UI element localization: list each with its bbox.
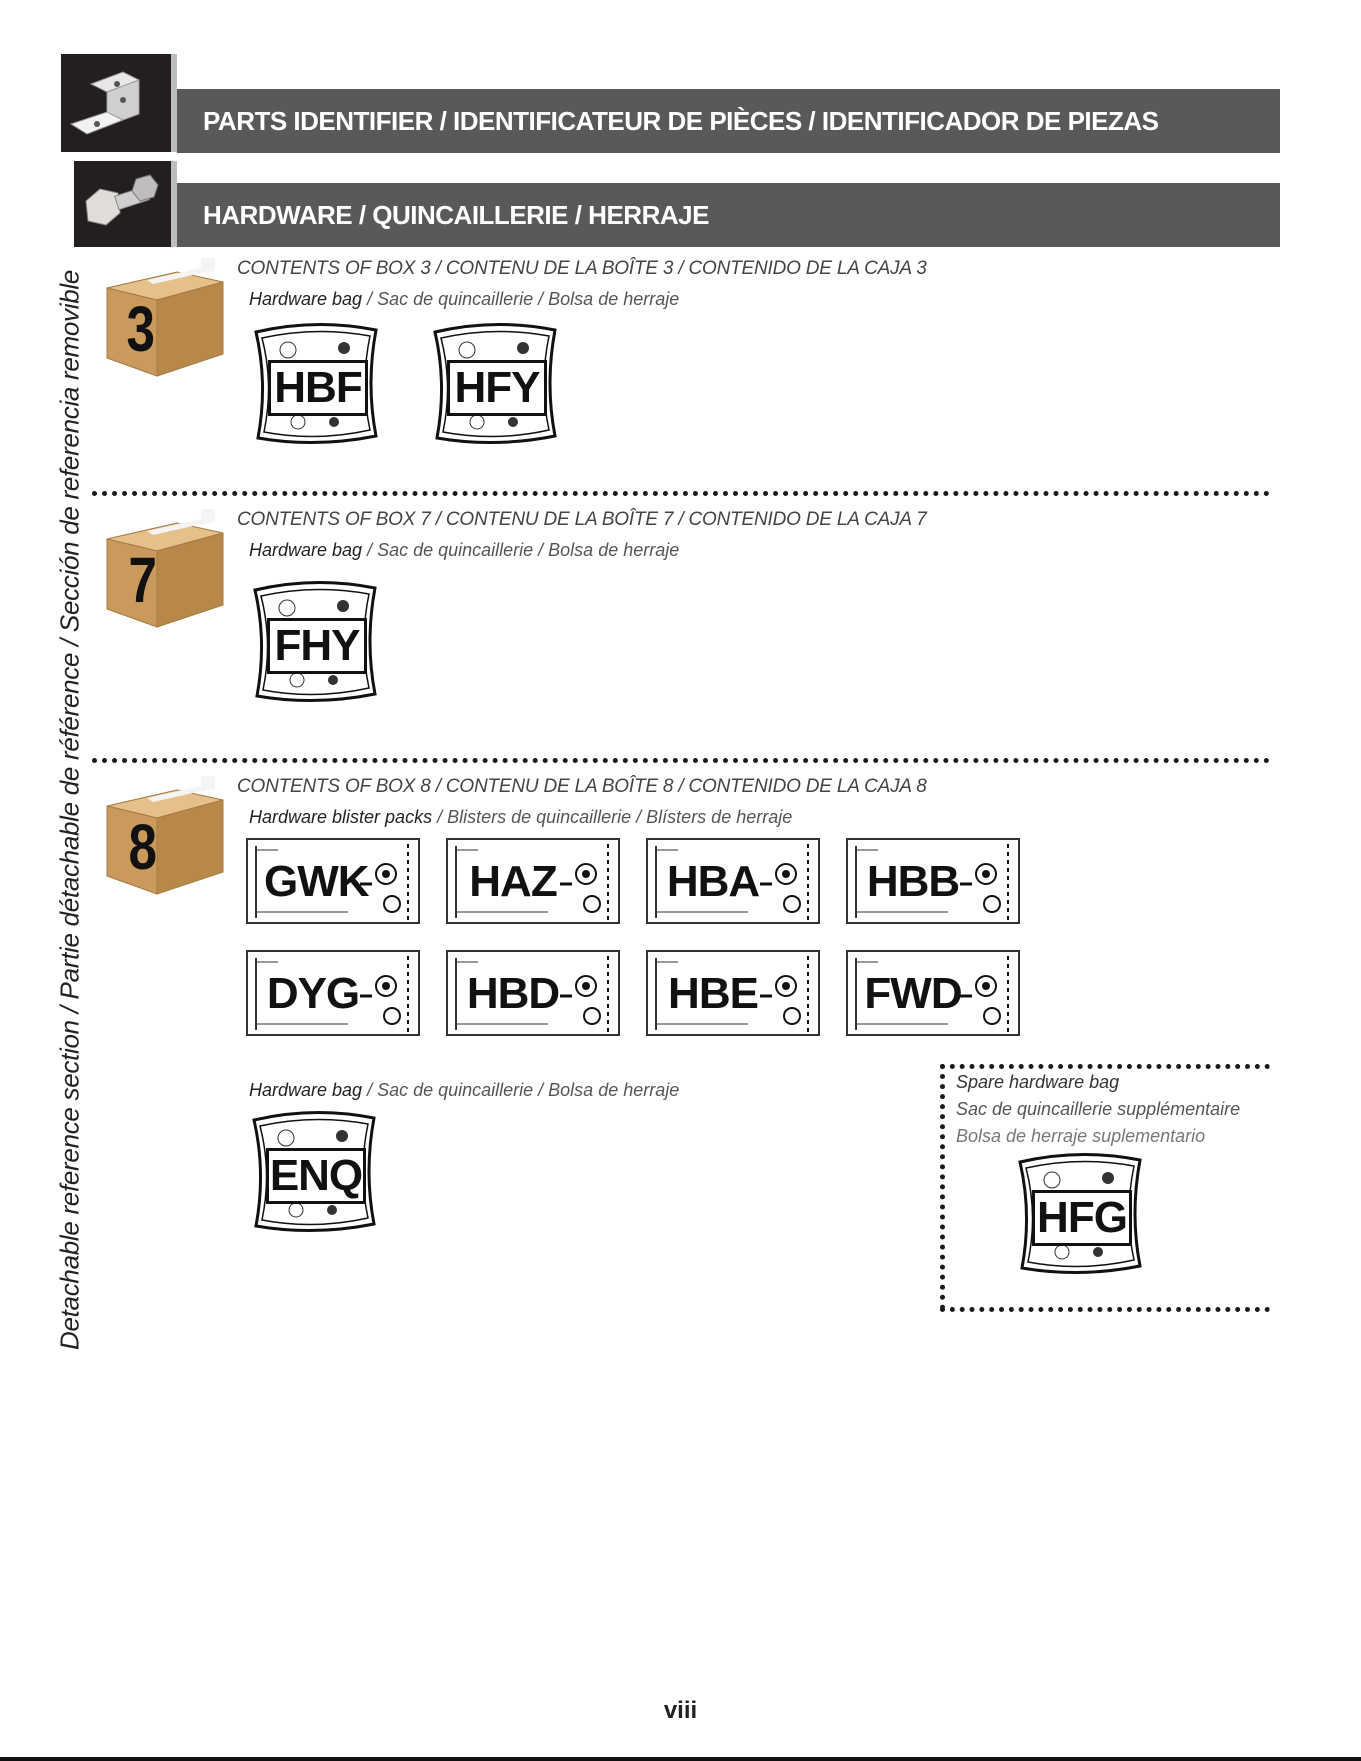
box-7-contents: CONTENTS OF BOX 7 / CONTENU DE LA BOÎTE 7 / CONTENIDO DE LA CAJA 7	[237, 509, 927, 530]
blister-pack-hbb	[846, 838, 1020, 924]
spare-line-en: Spare hardware bag	[956, 1072, 1120, 1092]
pack-code: GWK	[264, 857, 369, 906]
box-8-blister-en: Hardware blister packs	[249, 807, 433, 827]
box-3-subtitle	[249, 289, 679, 310]
bottom-rule	[0, 1757, 1361, 1761]
box-7-sub-en: Hardware bag	[249, 540, 363, 560]
hardware-bag-hfg	[1012, 1152, 1148, 1276]
bag-code: HBF	[268, 360, 368, 416]
bag-code: FHY	[267, 618, 367, 674]
bag-code: ENQ	[266, 1148, 366, 1204]
pack-code: HBB	[866, 857, 960, 906]
blister-pack-haz	[446, 838, 620, 924]
bracket-icon	[61, 54, 171, 152]
hardware-bag-hbf	[248, 322, 384, 446]
box-8-icon	[97, 776, 227, 896]
blister-pack-fwd	[846, 950, 1020, 1036]
spare-line-es: Bolsa de herraje suplementario	[956, 1126, 1206, 1146]
spare-box-bottom	[940, 1307, 1270, 1312]
blister-pack-hba	[646, 838, 820, 924]
pack-code: HAZ	[469, 857, 557, 906]
page-number: viii	[663, 1697, 698, 1724]
hardware-bag-enq	[246, 1110, 382, 1234]
parts-identifier-title: PARTS IDENTIFIER / IDENTIFICATEUR DE PIÈCES / IDENTIFICADOR DE PIEZAS	[177, 89, 1280, 153]
bolt-icon-box	[74, 161, 177, 247]
box-7-number: 7	[128, 544, 158, 616]
section-divider	[92, 491, 1270, 496]
pack-code: HBE	[668, 969, 758, 1018]
box-8-bag-sub-rest: / Sac de quincaillerie / Bolsa de herraje	[362, 1080, 680, 1100]
box-7-subtitle	[249, 540, 679, 561]
pack-code: HBD	[466, 969, 560, 1018]
section-divider	[92, 758, 1270, 763]
box-3-number: 3	[126, 293, 156, 365]
side-label: Detachable reference section / Partie détachable de référence / Sección de referencia removible	[54, 269, 85, 1351]
bag-code: HFY	[447, 360, 547, 416]
box-3-contents: CONTENTS OF BOX 3 / CONTENU DE LA BOÎTE 3 / CONTENIDO DE LA CAJA 3	[237, 258, 927, 279]
blister-pack-gwk	[246, 838, 420, 924]
box-3-sub-rest: / Sac de quincaillerie / Bolsa de herraje	[362, 289, 680, 309]
hardware-title: HARDWARE / QUINCAILLERIE / HERRAJE	[177, 183, 1280, 247]
blister-pack-hbe	[646, 950, 820, 1036]
box-8-contents: CONTENTS OF BOX 8 / CONTENU DE LA BOÎTE 8 / CONTENIDO DE LA CAJA 8	[237, 776, 927, 797]
box-8-bag-sub-en: Hardware bag	[249, 1080, 363, 1100]
box-7-icon	[97, 509, 227, 629]
box-7-sub-rest: / Sac de quincaillerie / Bolsa de herraje	[362, 540, 680, 560]
spare-box-top	[940, 1064, 1270, 1069]
spare-line-fr: Sac de quincaillerie supplémentaire	[956, 1099, 1241, 1119]
blister-pack-dyg	[246, 950, 420, 1036]
box-3-icon	[97, 258, 227, 378]
box-8-number: 8	[128, 811, 158, 883]
spare-box-left	[940, 1064, 945, 1310]
hardware-bag-hfy	[427, 322, 563, 446]
bag-code: HFG	[1032, 1190, 1132, 1246]
hardware-bag-fhy	[247, 580, 383, 704]
pack-code: DYG	[266, 969, 360, 1018]
bolt-nut-icon	[74, 161, 170, 247]
box-8-blister-rest: / Blisters de quincaillerie / Blísters de herraje	[432, 807, 793, 827]
box-3-sub-en: Hardware bag	[249, 289, 363, 309]
box-8-bag-subtitle	[249, 1080, 679, 1101]
box-8-blister-subtitle	[249, 807, 792, 828]
pack-code: FWD	[864, 969, 962, 1018]
pack-code: HBA	[666, 857, 760, 906]
bracket-icon-box	[61, 54, 177, 152]
blister-pack-hbd	[446, 950, 620, 1036]
